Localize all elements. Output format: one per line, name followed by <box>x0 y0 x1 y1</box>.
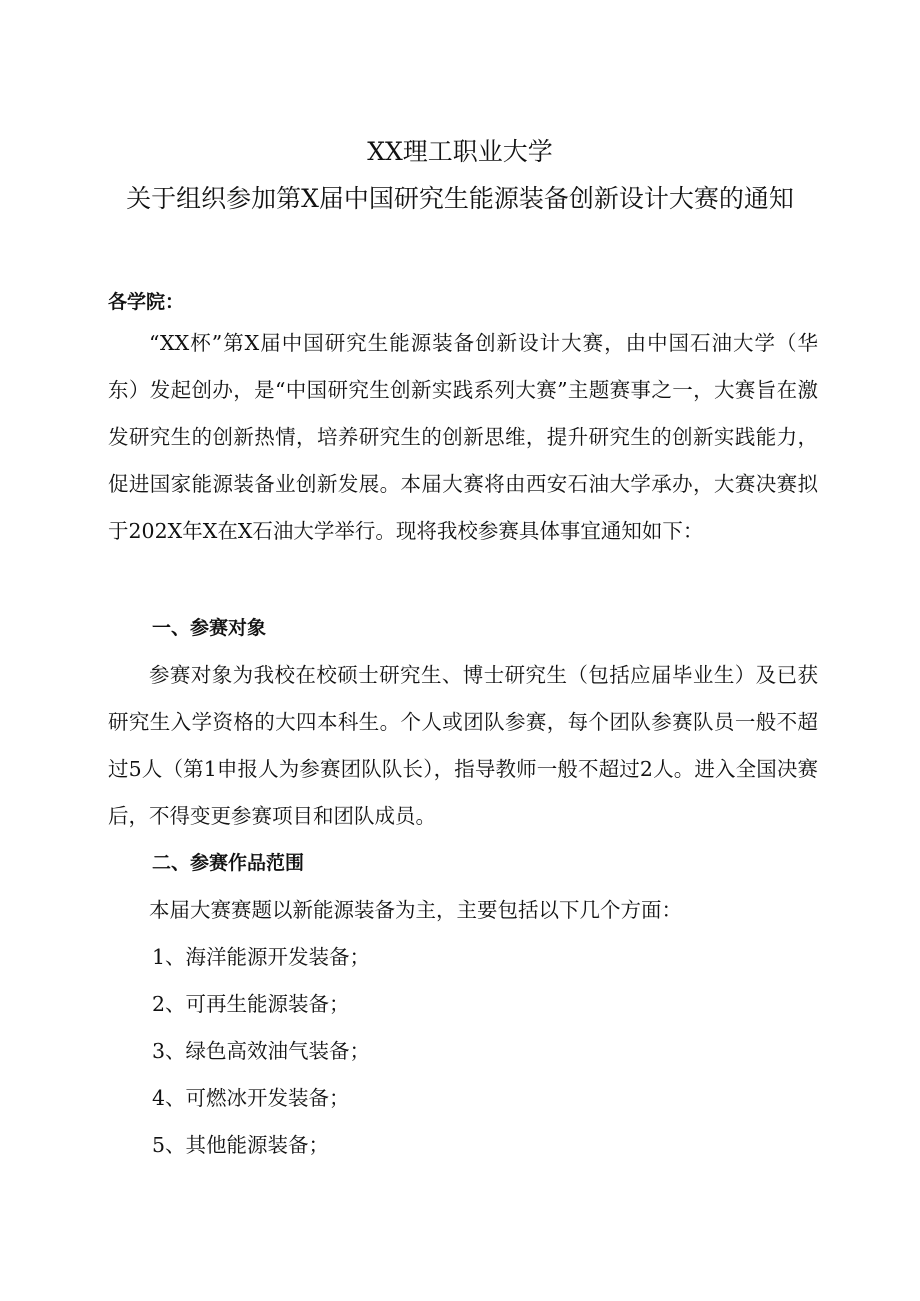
section-paragraph-participants: 参赛对象为我校在校硕士研究生、博士研究生（包括应届毕业生）及已获研究生入学资格的大四本科生。个人或团队参赛，每个团队参赛队员一般不超过5人（第1申报人为参赛团队队长），指导教师一般不超过2人。进入全国决赛后，不得变更参赛项目和团队成员。 <box>108 663 818 828</box>
section-paragraph-scope: 本届大赛赛题以新能源装备为主，主要包括以下几个方面： <box>149 898 682 922</box>
list-item: 2、可再生能源装备； <box>152 992 350 1016</box>
document-title-institution: XX理工职业大学 <box>367 137 553 166</box>
scope-list <box>152 934 370 1169</box>
list-item: 4、可燃冰开发装备； <box>152 1086 350 1110</box>
list-item: 3、绿色高效油气装备； <box>152 1039 371 1063</box>
section-heading-participants: 一、参赛对象 <box>152 617 267 639</box>
salutation: 各学院： <box>108 291 185 313</box>
list-item: 1、海洋能源开发装备； <box>152 945 371 969</box>
document-title-notice: 关于组织参加第X届中国研究生能源装备创新设计大赛的通知 <box>126 184 794 213</box>
list-item: 5、其他能源装备； <box>152 1133 330 1157</box>
intro-paragraph: “XX杯”第X届中国研究生能源装备创新设计大赛，由中国石油大学（华东）发起创办，是“中国研究生创新实践系列大赛”主题赛事之一，大赛旨在激发研究生的创新热情，培养研究生的创新思维，提升研究生的创新实践能力，促进国家能源装备业创新发展。本届大赛将由西安石油大学承办，大赛决赛拟于202X年X在X石油大学举行。现将我校参赛具体事宜通知如下： <box>108 331 818 543</box>
section-heading-scope: 二、参赛作品范围 <box>152 852 305 874</box>
